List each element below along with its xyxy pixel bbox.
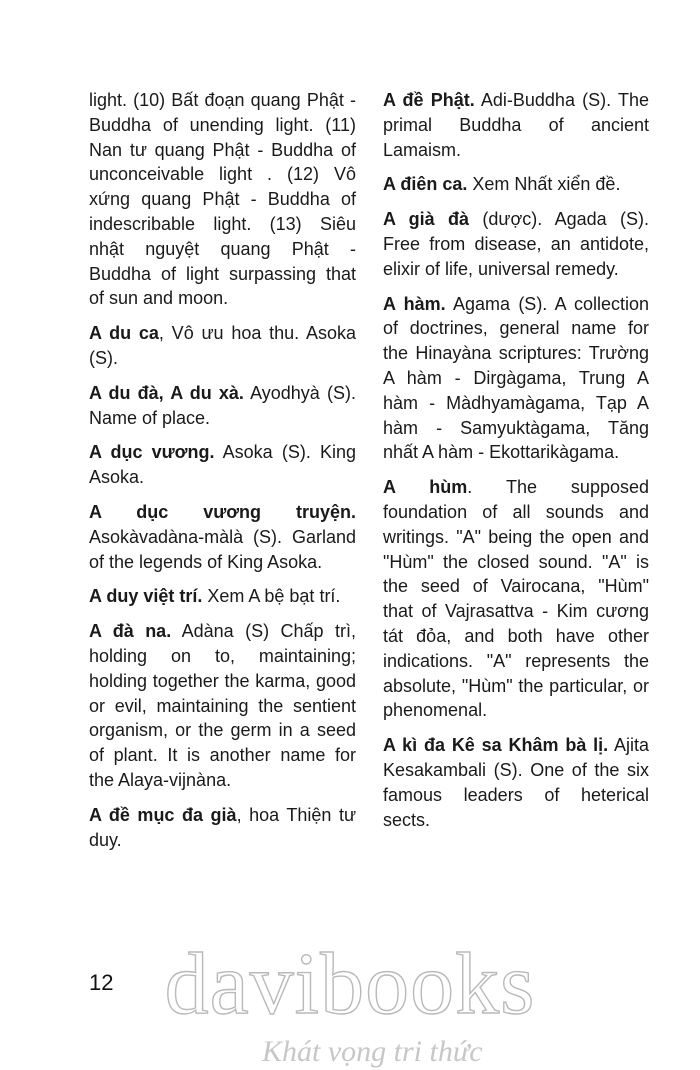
entry-headword: A du ca — [89, 323, 159, 344]
entry-headword: A kì đa Kê sa Khâm bà lị. — [383, 735, 609, 756]
entry-headword: A đề mục đa già — [89, 804, 237, 825]
entry-definition: light. (10) Bất đoạn quang Phật - Buddha of unending light. (11) Nan tư quang Phật - Buddha of unconceivable light . (12) Vô xứng quang Phật - Buddha of indescribable light. (13) Siêu nhật nguyệt quang Phật - Buddha of light surpassing that of sun and moon. — [89, 90, 356, 309]
watermark-logo — [0, 935, 700, 1070]
entry-headword: A đề Phật. — [383, 90, 475, 110]
entry-definition: Ayodhyà (S). Name of place. — [89, 382, 356, 428]
dictionary-entry — [383, 475, 649, 723]
entry-headword: A hàm. — [383, 293, 446, 314]
dictionary-entry — [383, 172, 649, 197]
entry-definition: Adi-Buddha (S). The primal Buddha of ancient Lamaism. — [383, 90, 649, 160]
entry-definition: Xem Nhất xiển đề. — [467, 174, 621, 195]
entry-headword: A đà na. — [89, 621, 172, 642]
left-column — [89, 88, 356, 862]
entry-headword: A già đà — [383, 209, 470, 230]
entry-definition: Adàna (S) Chấp trì, holding on to, maintaining; holding together the karma, good or evil, maintaining the sentient organism, or the germ in a seed of plant. It is another name for the Alaya-vijnàna. — [89, 621, 356, 790]
dictionary-entry — [383, 733, 649, 832]
entry-definition: Ajita Kesakambali (S). One of the six famous leaders of heterical sects. — [383, 735, 649, 830]
dictionary-entry — [383, 88, 649, 162]
entry-definition: , Vô ưu hoa thu. Asoka (S). — [89, 323, 356, 368]
entry-definition: (dược). Agada (S). Free from disease, an antidote, elixir of life, universal remedy. — [383, 209, 649, 279]
dictionary-entry — [383, 292, 649, 466]
dictionary-entry — [89, 381, 356, 431]
entry-definition: Xem A bệ bạt trí. — [202, 586, 341, 607]
dictionary-entry — [383, 207, 649, 281]
entry-definition: , hoa Thiện tư duy. — [89, 804, 356, 850]
entry-definition: Asokàvadàna-màlà (S). Garland of the legends of King Asoka. — [89, 526, 356, 572]
entry-headword: A duy việt trí. — [89, 586, 203, 607]
dictionary-entry — [89, 619, 356, 793]
watermark-word: davibooks — [164, 936, 536, 1033]
dictionary-entry — [89, 440, 356, 490]
entry-definition: Agama (S). A collection of doctrines, general name for the Hinayàna scriptures: Trường A hàm - Dirgàgama, Trung A hàm - Màdhyamàgama, Tạp A hàm - Samyuktàgama, Tăng nhất A hàm - Ekottarikàgama. — [383, 293, 649, 463]
entry-headword: A hùm — [383, 477, 468, 498]
entry-headword: A điên ca. — [383, 174, 468, 195]
dictionary-entry — [89, 584, 356, 609]
right-column — [383, 88, 649, 842]
watermark-tagline: Khát vọng tri thức — [262, 1035, 483, 1068]
dictionary-entry — [89, 500, 356, 574]
page-number: 12 — [89, 970, 114, 995]
dictionary-entry — [89, 321, 356, 371]
dictionary-entry — [89, 88, 356, 311]
entry-definition: Asoka (S). King Asoka. — [89, 442, 357, 488]
dictionary-entry — [89, 803, 356, 853]
entry-headword: A dục vương truyện. — [89, 501, 356, 522]
entry-definition: . The supposed foundation of all sounds and writings. "A" being the open and "Hùm" the closed sound. "A" is the seed of Vairocana, "Hùm" that of Vajrasattva - Kim cương tát đỏa, and both have other indications. "A" represents the absolute, "Hùm" the particular, or phenomenal. — [383, 477, 649, 721]
entry-headword: A du đà, A du xà. — [89, 382, 244, 403]
entry-headword: A dục vương. — [89, 442, 215, 463]
